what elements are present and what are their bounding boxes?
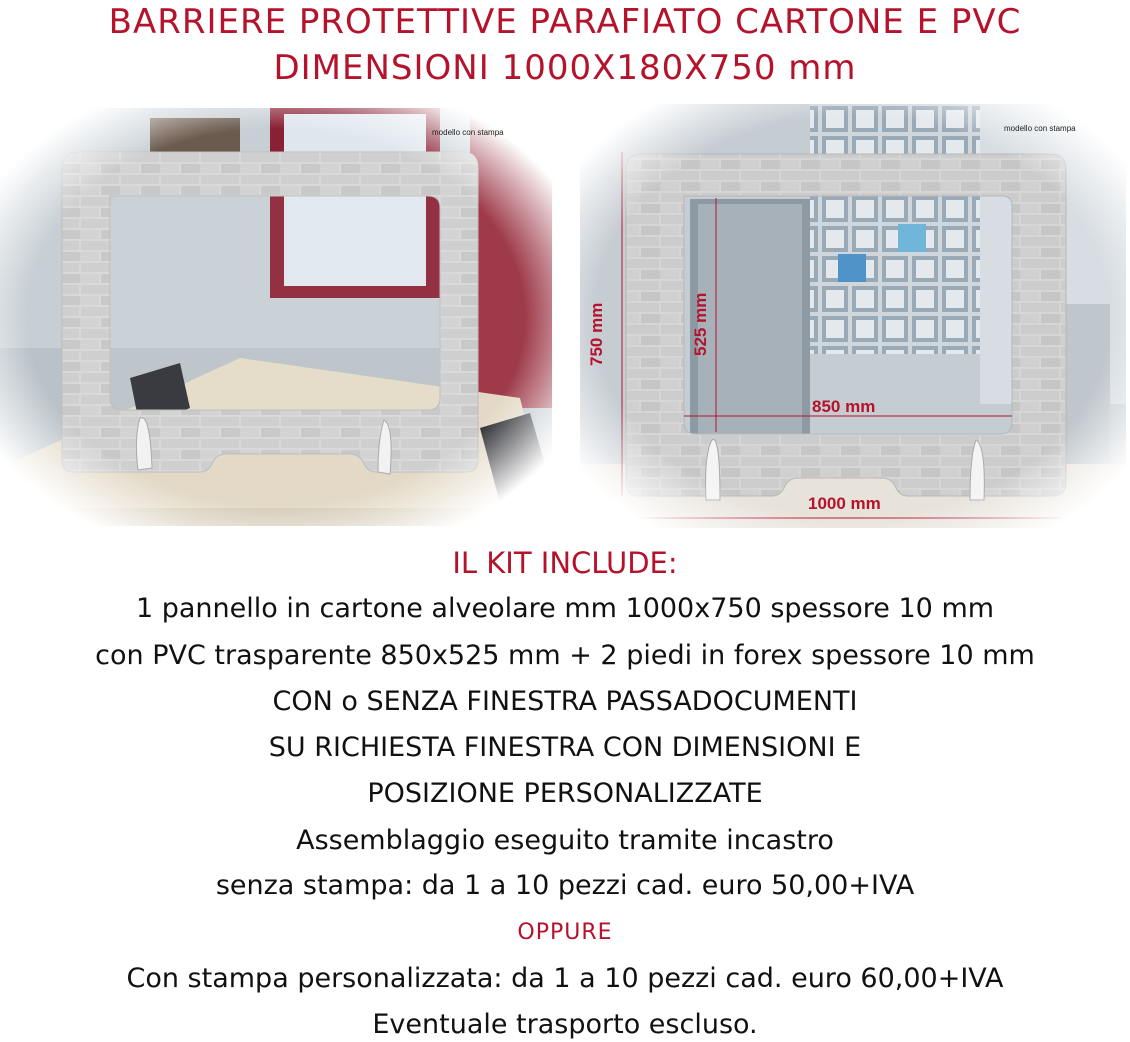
product-photo-office bbox=[0, 108, 552, 526]
kit-line: 1 pannello in cartone alveolare mm 1000x750 spessore 10 mm bbox=[135, 593, 995, 624]
page-title-line-2: DIMENSIONI 1000X180X750 mm bbox=[273, 48, 857, 88]
kit-heading: IL KIT INCLUDE: bbox=[452, 546, 678, 580]
dimension-label-750: 750 mm bbox=[587, 302, 606, 366]
dimension-label-1000: 1000 mm bbox=[808, 494, 881, 513]
dimension-label-850: 850 mm bbox=[812, 397, 876, 416]
price-without-print: senza stampa: da 1 a 10 pezzi cad. euro 50,00+IVA bbox=[215, 870, 915, 901]
product-photo-dimensions bbox=[580, 104, 1126, 528]
shipping-note: Eventuale trasporto escluso. bbox=[372, 1009, 758, 1040]
kit-line: Assemblaggio eseguito tramite incastro bbox=[296, 825, 834, 856]
dimension-label-525: 525 mm bbox=[691, 292, 710, 356]
photo-caption: modello con stampa bbox=[1004, 124, 1076, 133]
photo-caption: modello con stampa bbox=[432, 128, 504, 137]
kit-line: SU RICHIESTA FINESTRA CON DIMENSIONI E bbox=[268, 732, 862, 763]
kit-line: con PVC trasparente 850x525 mm + 2 piedi in forex spessore 10 mm bbox=[95, 640, 1035, 671]
kit-line: CON o SENZA FINESTRA PASSADOCUMENTI bbox=[272, 686, 858, 717]
price-with-print: Con stampa personalizzata: da 1 a 10 pezzi cad. euro 60,00+IVA bbox=[126, 963, 1004, 994]
kit-line: POSIZIONE PERSONALIZZATE bbox=[367, 778, 763, 809]
page-title-line-1: BARRIERE PROTETTIVE PARAFIATO CARTONE E PVC bbox=[108, 2, 1022, 42]
separator-oppure: OPPURE bbox=[517, 920, 613, 945]
